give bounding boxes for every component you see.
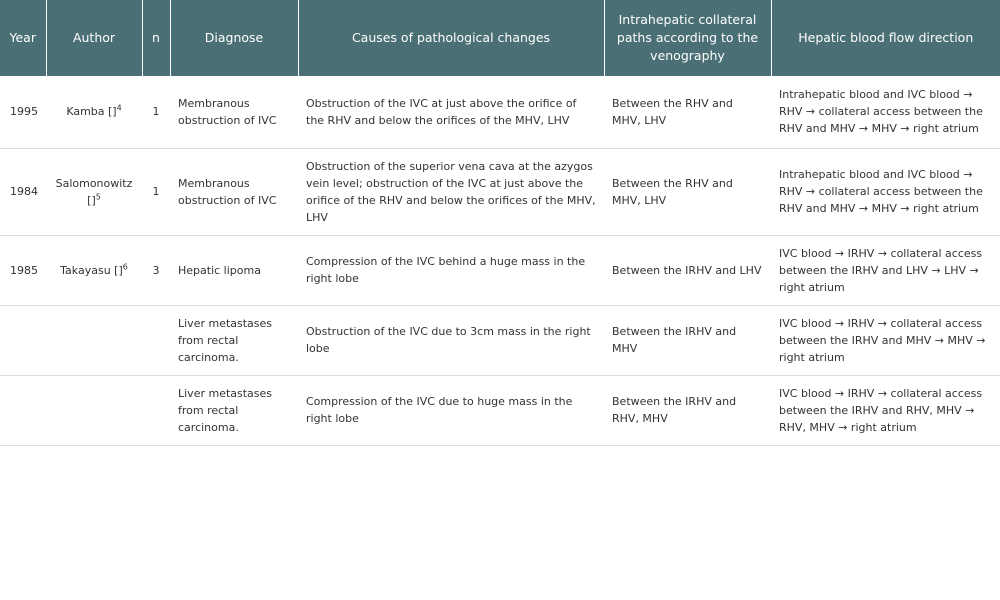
cell-diagnose: Liver metastases from rectal carcinoma. — [170, 305, 298, 375]
table-row — [0, 235, 1000, 305]
cell-cause: Compression of the IVC due to huge mass in the right lobe — [298, 375, 604, 445]
reference-link[interactable]: 6 — [122, 261, 128, 271]
cell-cause: Obstruction of the superior vena cava at the azygos vein level; obstruction of the IVC at just above the orifice of the RHV and below the orifices of the MHV, LHV — [298, 148, 604, 235]
cell-author — [46, 148, 142, 235]
table-row — [0, 375, 1000, 445]
col-header-collateral-paths: Intrahepatic collateral paths according to the venography — [604, 0, 771, 76]
cell-collateral: Between the RHV and MHV, LHV — [604, 76, 771, 148]
cell-diagnose: Membranous obstruction of IVC — [170, 148, 298, 235]
cell-collateral: Between the RHV and MHV, LHV — [604, 148, 771, 235]
cell-collateral: Between the IRHV and LHV — [604, 235, 771, 305]
table-row — [0, 305, 1000, 375]
cell-n: 1 — [142, 76, 170, 148]
cell-flow: IVC blood → IRHV → collateral access between the IRHV and RHV, MHV → RHV, MHV → right atrium — [771, 375, 1000, 445]
cell-author — [46, 375, 142, 445]
cell-diagnose: Liver metastases from rectal carcinoma. — [170, 375, 298, 445]
col-header-year: Year — [0, 0, 46, 76]
cell-year: 1984 — [0, 148, 46, 235]
cell-author — [46, 235, 142, 305]
cell-flow: Intrahepatic blood and IVC blood → RHV → collateral access between the RHV and MHV → MHV → right atrium — [771, 76, 1000, 148]
author-name: Salomonowitz [] — [55, 176, 133, 207]
col-header-n: n — [142, 0, 170, 76]
table-header-row — [0, 0, 1000, 76]
cell-author — [46, 305, 142, 375]
col-header-blood-flow: Hepatic blood flow direction — [771, 0, 1000, 76]
cell-year: 1995 — [0, 76, 46, 148]
cell-year — [0, 305, 46, 375]
cell-year — [0, 375, 46, 445]
reference-link[interactable]: 5 — [95, 191, 101, 201]
cell-diagnose: Hepatic lipoma — [170, 235, 298, 305]
cell-diagnose: Membranous obstruction of IVC — [170, 76, 298, 148]
cell-n — [142, 375, 170, 445]
author-name: Takayasu [] — [60, 263, 123, 277]
col-header-causes: Causes of pathological changes — [298, 0, 604, 76]
cell-flow: Intrahepatic blood and IVC blood → RHV → collateral access between the RHV and MHV → MHV → right atrium — [771, 148, 1000, 235]
cell-n — [142, 305, 170, 375]
col-header-diagnose: Diagnose — [170, 0, 298, 76]
cell-collateral: Between the IRHV and RHV, MHV — [604, 375, 771, 445]
reference-link[interactable]: 4 — [116, 103, 122, 113]
cell-flow: IVC blood → IRHV → collateral access between the IRHV and LHV → LHV → right atrium — [771, 235, 1000, 305]
cell-author — [46, 76, 142, 148]
author-name: Kamba [] — [66, 105, 117, 119]
cell-flow: IVC blood → IRHV → collateral access between the IRHV and MHV → MHV → right atrium — [771, 305, 1000, 375]
cell-cause: Obstruction of the IVC due to 3cm mass in the right lobe — [298, 305, 604, 375]
cell-cause: Obstruction of the IVC at just above the orifice of the RHV and below the orifices of the MHV, LHV — [298, 76, 604, 148]
cell-n: 1 — [142, 148, 170, 235]
table-row — [0, 148, 1000, 235]
cell-cause: Compression of the IVC behind a huge mass in the right lobe — [298, 235, 604, 305]
cell-year: 1985 — [0, 235, 46, 305]
cell-collateral: Between the IRHV and MHV — [604, 305, 771, 375]
col-header-author: Author — [46, 0, 142, 76]
table-row — [0, 76, 1000, 148]
cell-n: 3 — [142, 235, 170, 305]
